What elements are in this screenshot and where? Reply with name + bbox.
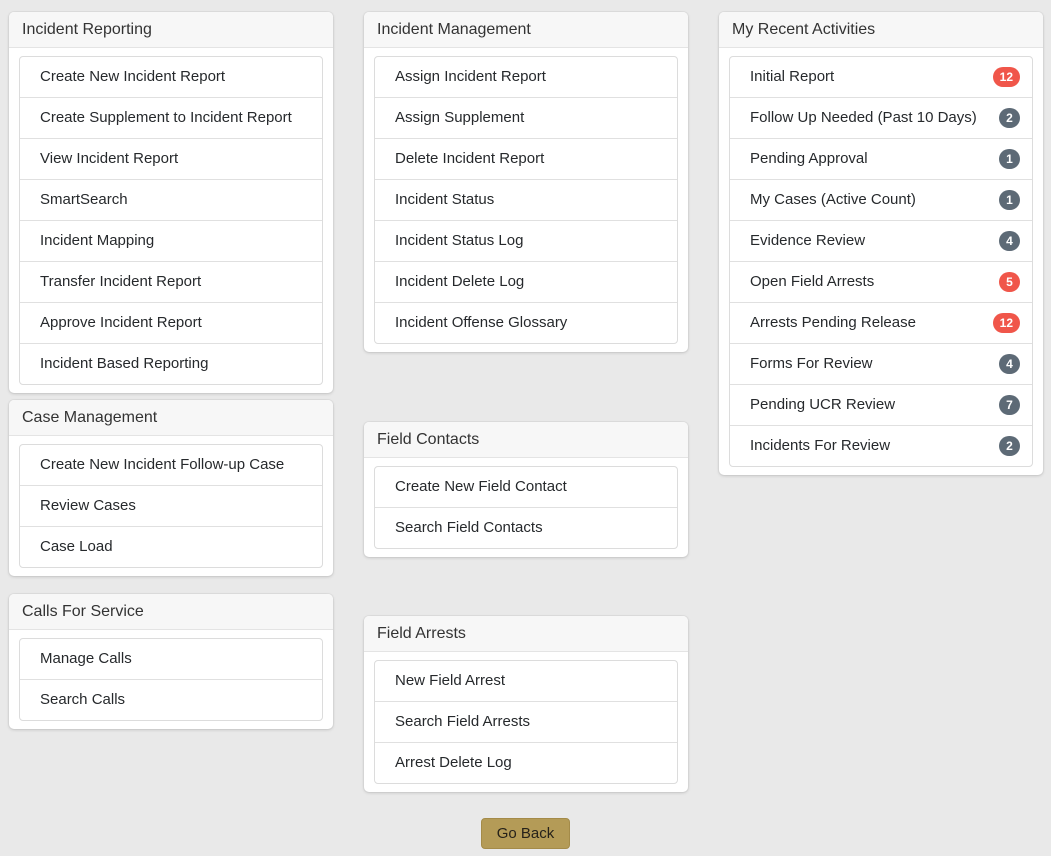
menu-list (19, 56, 323, 385)
go-back-button[interactable]: Go Back (481, 818, 571, 849)
menu-list (374, 56, 678, 344)
activity-label: Initial Report (750, 68, 835, 85)
menu-item-create-new-incident-report[interactable]: Create New Incident Report (40, 68, 226, 85)
menu-item-view-incident-report[interactable]: View Incident Report (20, 138, 322, 179)
panel-my-recent-activities (719, 12, 1043, 475)
activity-item-follow-up-needed[interactable] (730, 97, 1032, 138)
panel-body (364, 48, 688, 352)
menu-item-new-field-arrest[interactable]: New Field Arrest (395, 672, 506, 689)
panel-title: Case Management (9, 400, 333, 436)
activity-item-my-cases[interactable] (730, 179, 1032, 220)
activity-label: Evidence Review (750, 232, 866, 249)
activity-item-evidence-review[interactable] (730, 220, 1032, 261)
menu-item-approve-incident-report[interactable]: Approve Incident Report (20, 302, 322, 343)
activity-item-incidents-for-review[interactable] (730, 425, 1032, 466)
count-badge: 2 (999, 436, 1020, 456)
menu-item-delete-incident-report[interactable]: Delete Incident Report (375, 138, 677, 179)
panel-title: Incident Reporting (9, 12, 333, 48)
panel-title: Calls For Service (9, 594, 333, 630)
menu-item-incident-offense-glossary[interactable]: Incident Offense Glossary (375, 302, 677, 343)
menu-item-smartsearch[interactable]: SmartSearch (20, 179, 322, 220)
activity-label: Forms For Review (750, 355, 873, 372)
activity-label: Arrests Pending Release (750, 314, 916, 331)
panel-title: My Recent Activities (719, 12, 1043, 48)
panel-body (9, 48, 333, 393)
panel-incident-management (364, 12, 688, 352)
activity-label: Open Field Arrests (750, 273, 875, 290)
activity-label: Pending Approval (750, 150, 868, 167)
menu-item-case-load[interactable]: Case Load (20, 526, 322, 567)
panel-body (9, 630, 333, 729)
panel-title: Field Arrests (364, 616, 688, 652)
menu-item-search-field-arrests[interactable]: Search Field Arrests (375, 701, 677, 742)
activity-item-open-field-arrests[interactable] (730, 261, 1032, 302)
menu-list (374, 466, 678, 549)
menu-item-search-calls[interactable]: Search Calls (20, 679, 322, 720)
left-column (9, 12, 333, 792)
right-column (719, 12, 1043, 792)
footer (0, 818, 1051, 849)
menu-item-incident-based-reporting[interactable]: Incident Based Reporting (20, 343, 322, 384)
menu-item-create-new-incident-follow-up-case[interactable]: Create New Incident Follow-up Case (40, 456, 285, 473)
menu-item-review-cases[interactable]: Review Cases (20, 485, 322, 526)
menu-item-transfer-incident-report[interactable]: Transfer Incident Report (20, 261, 322, 302)
activity-label: Incidents For Review (750, 437, 891, 454)
panel-incident-reporting (9, 12, 333, 393)
menu-item-incident-delete-log[interactable]: Incident Delete Log (375, 261, 677, 302)
count-badge: 12 (993, 313, 1020, 333)
activity-item-pending-ucr-review[interactable] (730, 384, 1032, 425)
menu-item-arrest-delete-log[interactable]: Arrest Delete Log (375, 742, 677, 783)
panel-body (9, 436, 333, 576)
panel-field-arrests (364, 616, 688, 792)
activity-item-arrests-pending-release[interactable] (730, 302, 1032, 343)
count-badge: 1 (999, 190, 1020, 210)
panel-body (364, 458, 688, 557)
menu-list (19, 444, 323, 568)
count-badge: 7 (999, 395, 1020, 415)
activity-item-initial-report[interactable] (730, 57, 1032, 97)
menu-list (19, 638, 323, 721)
activity-list (729, 56, 1033, 467)
panel-field-contacts (364, 422, 688, 557)
count-badge: 1 (999, 149, 1020, 169)
menu-item-search-field-contacts[interactable]: Search Field Contacts (375, 507, 677, 548)
panel-calls-for-service (9, 594, 333, 729)
menu-item-manage-calls[interactable]: Manage Calls (40, 650, 132, 667)
menu-item-assign-supplement[interactable]: Assign Supplement (375, 97, 677, 138)
menu-item-incident-status[interactable]: Incident Status (375, 179, 677, 220)
count-badge: 12 (993, 67, 1020, 87)
middle-column (364, 12, 688, 792)
count-badge: 4 (999, 231, 1020, 251)
menu-item-create-new-field-contact[interactable]: Create New Field Contact (395, 478, 567, 495)
menu-item-incident-mapping[interactable]: Incident Mapping (20, 220, 322, 261)
menu-list (374, 660, 678, 784)
panel-body (719, 48, 1043, 475)
panel-title: Field Contacts (364, 422, 688, 458)
count-badge: 4 (999, 354, 1020, 374)
menu-item-incident-status-log[interactable]: Incident Status Log (375, 220, 677, 261)
menu-item-assign-incident-report[interactable]: Assign Incident Report (395, 68, 546, 85)
panel-body (364, 652, 688, 792)
menu-item-create-supplement-to-incident-report[interactable]: Create Supplement to Incident Report (20, 97, 322, 138)
activity-item-forms-for-review[interactable] (730, 343, 1032, 384)
panel-title: Incident Management (364, 12, 688, 48)
count-badge: 2 (999, 108, 1020, 128)
activity-item-pending-approval[interactable] (730, 138, 1032, 179)
activity-label: Follow Up Needed (Past 10 Days) (750, 109, 977, 126)
panel-case-management (9, 400, 333, 576)
count-badge: 5 (999, 272, 1020, 292)
activity-label: Pending UCR Review (750, 396, 896, 413)
activity-label: My Cases (Active Count) (750, 191, 916, 208)
